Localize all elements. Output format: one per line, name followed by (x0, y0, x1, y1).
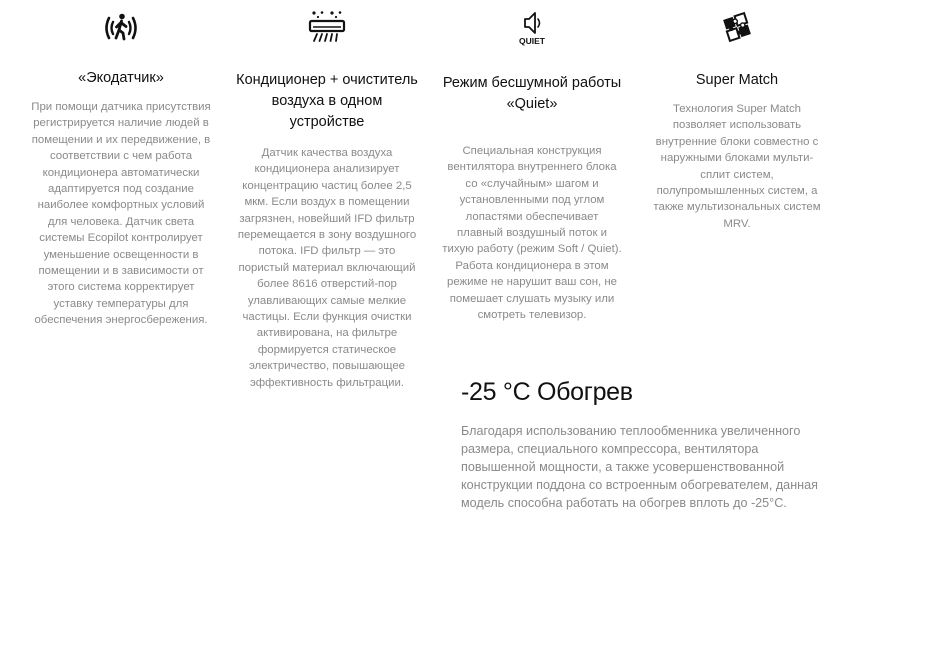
feature-description: Датчик качества воздуха кондиционера анализирует концентрацию частиц более 2,5 мкм. Если воздух в помещении загрязнен, новейший IFD фильтр перемещается в зону воздушного потока. IFD фильтр — это пористый материал включающий более 8616 отверстий-пор улавливающих самые мелкие частицы. Если функция очистки активирована, на фильтре формируется статическое электричество, повышающее эффективность фильтрации. (237, 147, 417, 389)
feature-air-purifier (236, 10, 418, 391)
feature-title: «Экодатчик» (78, 70, 164, 86)
speaker-quiet-icon (512, 10, 552, 46)
heating-description: Благодаря использованию теплообменника увеличенного размера, специального компрессора, вентилятора повышенной мощности, а также усовершенствованной конструкции поддона со встроенным обогревателем, данная модель способна работать на обогрев вплоть до -25°C. (461, 424, 818, 510)
heating-title: -25 °C Обогрев (461, 378, 633, 406)
person-walking-sensor-icon (102, 12, 140, 44)
quiet-label: QUIET (519, 36, 545, 46)
heating-section (461, 376, 821, 512)
feature-title: Super Match (695, 72, 779, 88)
puzzle-match-icon (720, 10, 754, 44)
feature-super-match (646, 10, 828, 232)
feature-ecosensor (30, 12, 212, 329)
feature-title: Кондиционер + очиститель воздуха в одном устройстве (236, 72, 418, 130)
feature-title: Режим бесшумной работы «Quiet» (442, 75, 622, 112)
feature-description: Специальная конструкция вентилятора внутреннего блока со «случайным» шагом и установленными под углом лопастями обеспечивает плавный воздушный поток и тихую работу (режим Soft / Quiet). Работа кондиционера в этом режиме не нарушит ваш сон, не помешает слушать музыку или смотреть телевизор. (442, 145, 622, 322)
feature-quiet-mode (442, 10, 622, 323)
air-purifier-icon (307, 10, 347, 44)
feature-description: При помощи датчика присутствия регистрируется наличие людей в помещении и их передвижение, в соответствии с чем работа кондиционера автоматически адаптируется под создание наиболее комфортных условий для человека. Датчик света системы Ecopilot контролирует уменьшение освещенности в помещении и в зависимости от этого система корректирует уставку температуры для обеспечения энергосбережения. (31, 101, 211, 327)
feature-description: Технология Super Match позволяет использовать внутренние блоки совместно с наружными блоками мульти-сплит систем, полупромышленных систем, а также мультизональных систем MRV. (653, 103, 821, 230)
